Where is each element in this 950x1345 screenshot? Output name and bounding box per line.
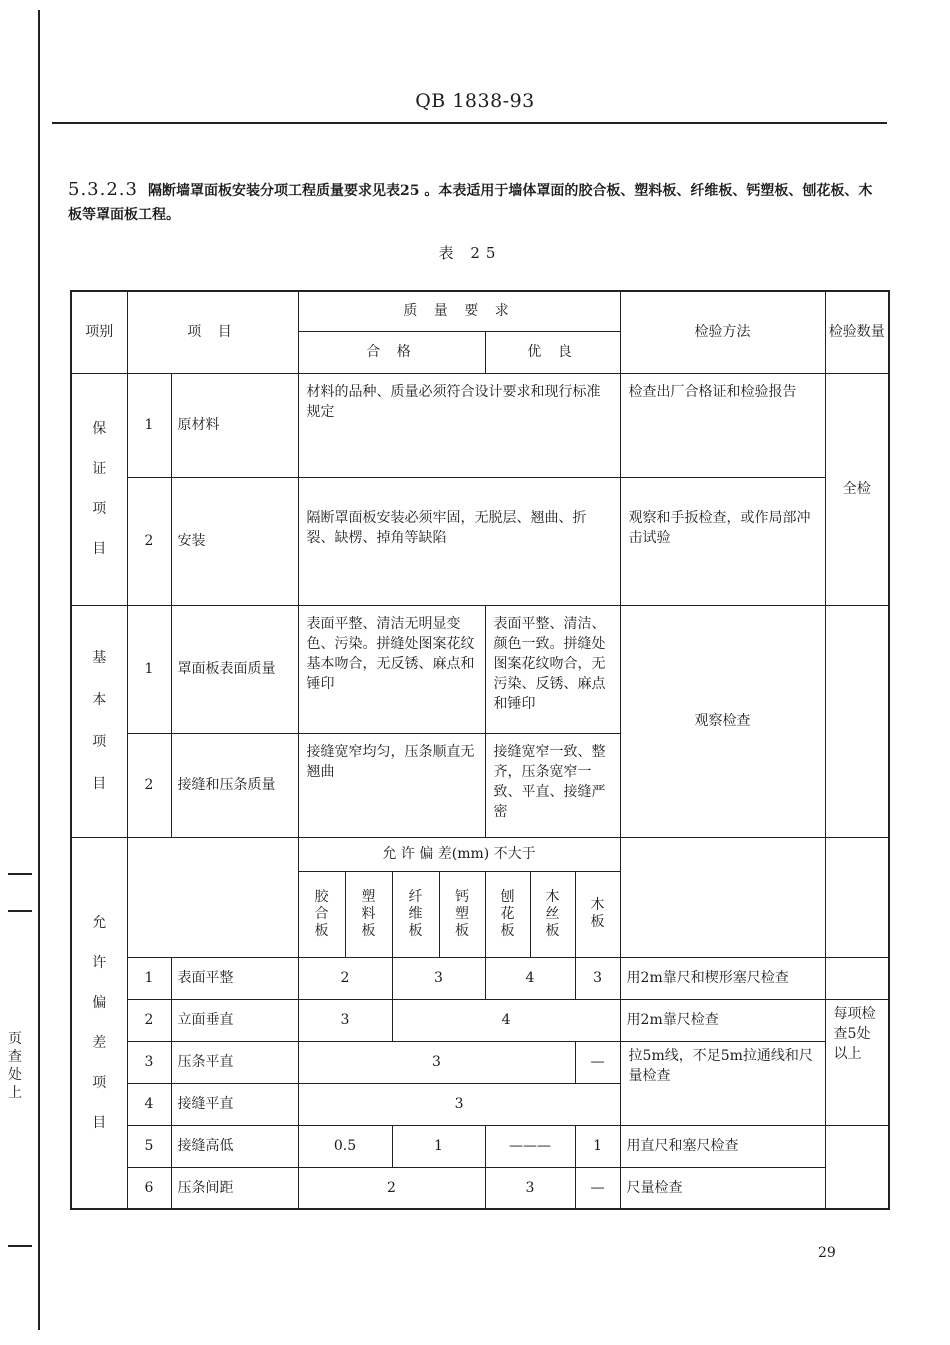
row-number: 1 [127, 957, 171, 999]
row-number: 4 [127, 1083, 171, 1125]
row-method: 检查出厂合格证和检验报告 [620, 373, 825, 477]
row-number: 3 [127, 1041, 171, 1083]
row-method: 拉5m线，不足5m拉通线和尺量检查 [620, 1041, 825, 1125]
category-deviation-label: 允许偏差项目 [92, 914, 107, 1131]
row-item: 安装 [171, 477, 298, 605]
row-number: 5 [127, 1125, 171, 1167]
row-item: 表面平整 [171, 957, 298, 999]
header-pass: 合 格 [298, 331, 485, 373]
deviation-value: 2 [298, 957, 392, 999]
guarantee-quantity: 全检 [825, 373, 889, 605]
deviation-value: 3 [298, 999, 392, 1041]
deviation-quantity-blank [825, 837, 889, 957]
deviation-value: ——— [485, 1125, 575, 1167]
header-rule [52, 122, 887, 124]
material-label: 胶合板 [314, 888, 329, 939]
row-item: 压条平直 [171, 1041, 298, 1083]
header-quality: 质 量 要 求 [298, 291, 620, 331]
row-number: 2 [127, 999, 171, 1041]
deviation-value: 4 [485, 957, 575, 999]
row-number: 1 [127, 605, 171, 733]
material-header [439, 871, 485, 957]
row-requirement: 隔断罩面板安装必须牢固，无脱层、翘曲、折裂、缺楞、掉角等缺陷 [298, 477, 620, 605]
deviation-value: 0.5 [298, 1125, 392, 1167]
binding-line [38, 10, 40, 1330]
material-header [485, 871, 530, 957]
material-label: 塑料板 [361, 888, 376, 939]
deviation-quantity-blank [825, 1125, 889, 1209]
row-method: 尺量检查 [620, 1167, 825, 1209]
basic-quantity-empty [825, 605, 889, 837]
header-method: 检验方法 [620, 291, 825, 373]
row-number: 1 [127, 373, 171, 477]
deviation-subheader: 允 许 偏 差(mm) 不大于 [298, 837, 620, 871]
material-label: 木板 [590, 897, 605, 930]
deviation-value: 3 [298, 1083, 620, 1125]
deviation-value: 3 [575, 957, 620, 999]
category-guarantee-label: 保证项目 [92, 421, 107, 557]
margin-note: 页查处上 [8, 1031, 22, 1101]
deviation-value: 3 [392, 957, 485, 999]
row-method: 用2m靠尺检查 [620, 999, 825, 1041]
row-item: 立面垂直 [171, 999, 298, 1041]
standard-code: QB 1838-93 [415, 90, 535, 112]
deviation-value: 2 [298, 1167, 485, 1209]
row-item: 原材料 [171, 373, 298, 477]
material-header [530, 871, 575, 957]
margin-tick [8, 910, 32, 912]
deviation-value: 3 [298, 1041, 575, 1083]
material-header [575, 871, 620, 957]
margin-tick [8, 1245, 32, 1247]
deviation-value: 1 [392, 1125, 485, 1167]
row-good: 接缝宽窄一致、整齐，压条宽窄一致、平直、接缝严密 [485, 733, 620, 837]
row-item: 罩面板表面质量 [171, 605, 298, 733]
deviation-value: — [575, 1041, 620, 1083]
row-item: 接缝和压条质量 [171, 733, 298, 837]
row-item: 接缝高低 [171, 1125, 298, 1167]
clause-text: 隔断墙罩面板安装分项工程质量要求见表25 。本表适用于墙体罩面的胶合板、塑料板、纤维板、钙塑板、刨花板、木板等罩面板工程。 [68, 183, 873, 223]
deviation-method-blank [620, 837, 825, 957]
header-quantity: 检验数量 [825, 291, 889, 373]
deviation-header-blank [127, 837, 298, 957]
category-guarantee [71, 373, 127, 605]
row-number: 2 [127, 733, 171, 837]
material-label: 木丝板 [545, 888, 560, 939]
row-requirement: 材料的品种、质量必须符合设计要求和现行标准规定 [298, 373, 620, 477]
material-label: 钙塑板 [455, 888, 470, 939]
table-caption: 表 25 [438, 244, 502, 262]
clause-number: 5.3.2.3 [68, 179, 138, 200]
row-good: 表面平整、清洁、颜色一致。拼缝处图案花纹吻合，无污染、反锈、麻点和锤印 [485, 605, 620, 733]
row-method: 观察和手扳检查，或作局部冲击试验 [620, 477, 825, 605]
page-number: 29 [818, 1245, 836, 1261]
material-label: 刨花板 [500, 888, 515, 939]
header-item: 项 目 [127, 291, 298, 373]
material-header [345, 871, 392, 957]
deviation-quantity: 每项检查5处以上 [825, 999, 889, 1125]
row-method: 用2m靠尺和楔形塞尺检查 [620, 957, 825, 999]
row-number: 2 [127, 477, 171, 605]
header-good: 优 良 [485, 331, 620, 373]
row-item: 压条间距 [171, 1167, 298, 1209]
row-method: 用直尺和塞尺检查 [620, 1125, 825, 1167]
row-number: 6 [127, 1167, 171, 1209]
material-label: 纤维板 [408, 888, 423, 939]
category-deviation [71, 837, 127, 1209]
clause-paragraph [68, 178, 883, 227]
deviation-quantity-blank [825, 957, 889, 999]
deviation-value: 3 [485, 1167, 575, 1209]
material-header [392, 871, 439, 957]
category-basic-label: 基本项目 [92, 650, 107, 792]
deviation-value: — [575, 1167, 620, 1209]
basic-method: 观察检查 [620, 605, 825, 837]
header-category: 项别 [71, 291, 127, 373]
row-item: 接缝平直 [171, 1083, 298, 1125]
deviation-value: 4 [392, 999, 620, 1041]
category-basic [71, 605, 127, 837]
row-pass: 表面平整、清洁无明显变色、污染。拼缝处图案花纹基本吻合，无反锈、麻点和锤印 [298, 605, 485, 733]
margin-tick [8, 873, 32, 875]
material-header [298, 871, 345, 957]
row-pass: 接缝宽窄均匀，压条顺直无翘曲 [298, 733, 485, 837]
quality-table [70, 290, 890, 1210]
deviation-value: 1 [575, 1125, 620, 1167]
